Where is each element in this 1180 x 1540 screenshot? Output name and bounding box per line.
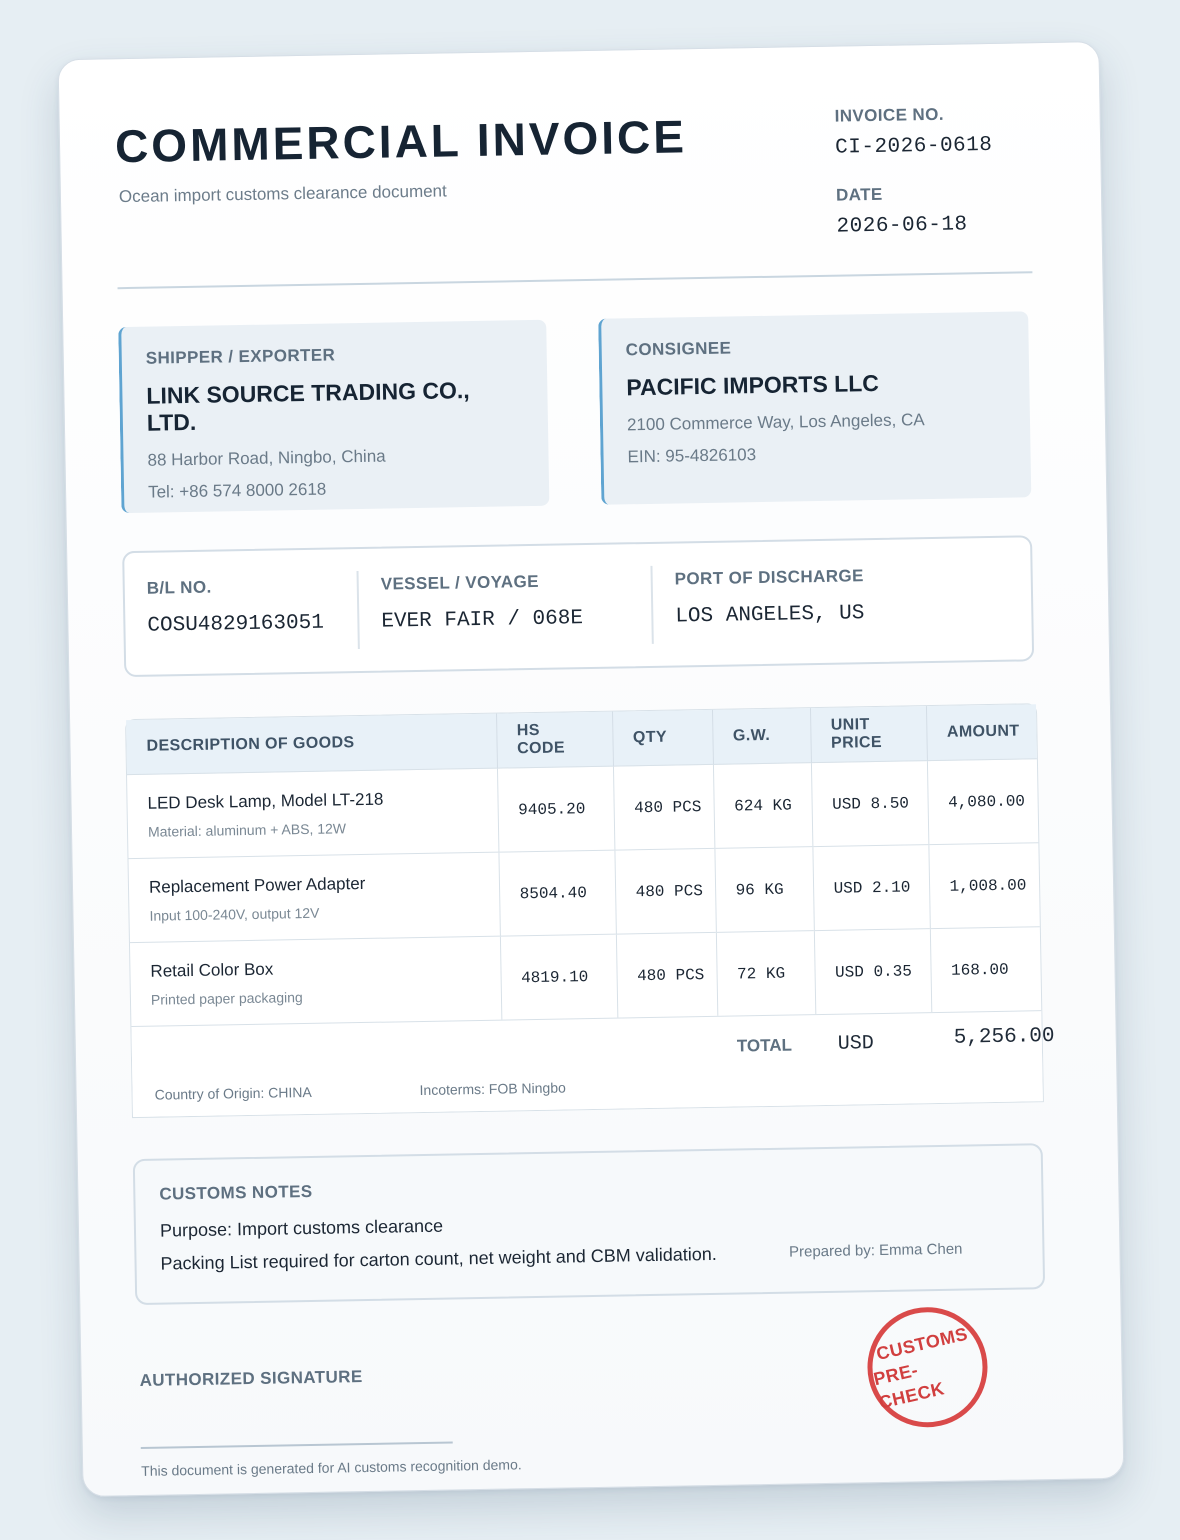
cell-amount: 168.00 <box>930 927 1041 1012</box>
total-label: TOTAL <box>736 1035 793 1056</box>
shipper-address: 88 Harbor Road, Ningbo, China <box>147 446 386 470</box>
cell-gw: 96 KG <box>714 847 813 933</box>
signature-label: AUTHORIZED SIGNATURE <box>139 1367 363 1390</box>
header-gw: G.W. <box>712 708 811 764</box>
document-subtitle: Ocean import customs clearance document <box>118 181 447 207</box>
table-row <box>127 759 1038 859</box>
invoice-sheet <box>58 41 1125 1497</box>
item-name: Replacement Power Adapter <box>148 873 366 897</box>
header-amount: AMOUNT <box>926 704 1037 760</box>
vessel-cell <box>357 566 652 649</box>
shipper-phone: Tel: +86 574 8000 2618 <box>147 479 327 502</box>
cell-amount: 4,080.00 <box>927 759 1038 845</box>
header-description: DESCRIPTION OF GOODS <box>126 714 497 775</box>
shipping-details <box>122 535 1034 677</box>
cell-hs-code: 8504.40 <box>498 850 615 936</box>
cell-qty: 480 PCS <box>616 932 717 1017</box>
shipper-name: LINK SOURCE TRADING CO., LTD. <box>146 377 470 436</box>
cell-hs-code: 9405.20 <box>497 766 614 852</box>
prepared-by: Prepared by: Emma Chen <box>788 1240 963 1261</box>
item-detail: Input 100-240V, output 12V <box>149 904 320 924</box>
bl-label: B/L NO. <box>146 577 212 598</box>
table-row <box>128 843 1039 943</box>
header-hs-code: HS CODE <box>496 712 613 769</box>
customs-notes <box>133 1143 1045 1305</box>
cell-unit-price: USD 0.35 <box>814 929 931 1015</box>
total-value: 5,256.00 <box>953 1024 1055 1050</box>
consignee-address: 2100 Commerce Way, Los Angeles, CA <box>626 410 925 435</box>
item-name: Retail Color Box <box>150 959 274 981</box>
date-label: DATE <box>835 184 883 205</box>
consignee-label: CONSIGNEE <box>625 338 732 360</box>
notes-label: CUSTOMS NOTES <box>159 1181 313 1204</box>
item-name: LED Desk Lamp, Model LT-218 <box>147 789 384 813</box>
header-unit-price: UNIT PRICE <box>810 706 927 763</box>
port-value: LOS ANGELES, US <box>675 602 865 629</box>
bl-value: COSU4829163051 <box>147 611 325 638</box>
consignee-ein: EIN: 95-4826103 <box>627 445 757 467</box>
cell-hs-code: 4819.10 <box>500 934 617 1020</box>
cell-unit-price: USD 8.50 <box>811 761 928 847</box>
cell-description <box>128 852 499 942</box>
port-cell <box>650 559 1031 644</box>
item-detail: Material: aluminum + ABS, 12W <box>147 819 347 840</box>
total-currency: USD <box>837 1032 875 1056</box>
notes-packing: Packing List required for carton count, net weight and CBM validation. <box>160 1243 717 1274</box>
date-value: 2026-06-18 <box>836 213 968 239</box>
customs-stamp <box>856 1295 1000 1439</box>
consignee-card <box>598 311 1031 504</box>
shipper-label: SHIPPER / EXPORTER <box>145 345 336 368</box>
item-detail: Printed paper packaging <box>150 988 303 1008</box>
invoice-meta <box>834 104 994 239</box>
port-label: PORT OF DISCHARGE <box>674 566 864 589</box>
cell-qty: 480 PCS <box>614 848 715 934</box>
table-row <box>130 927 1041 1026</box>
cell-description <box>130 936 501 1026</box>
shipper-card <box>118 320 549 513</box>
cell-description <box>127 768 498 858</box>
signature-line <box>141 1442 453 1449</box>
goods-table <box>125 703 1055 1118</box>
notes-purpose: Purpose: Import customs clearance <box>159 1215 444 1241</box>
incoterms: Incoterms: FOB Ningbo <box>419 1079 566 1099</box>
cell-unit-price: USD 2.10 <box>812 845 929 931</box>
header-qty: QTY <box>612 710 713 766</box>
header-divider <box>118 271 1033 289</box>
vessel-value: EVER FAIR / 068E <box>381 607 584 634</box>
cell-gw: 72 KG <box>716 931 815 1016</box>
vessel-label: VESSEL / VOYAGE <box>380 571 540 594</box>
cell-qty: 480 PCS <box>613 764 714 850</box>
invoice-no-label: INVOICE NO. <box>834 104 945 126</box>
cell-amount: 1,008.00 <box>928 843 1039 929</box>
consignee-name: PACIFIC IMPORTS LLC <box>626 369 880 401</box>
bl-cell <box>124 549 358 675</box>
footnote: This document is generated for AI customs recognition demo. <box>141 1456 522 1479</box>
country-of-origin: Country of Origin: CHINA <box>154 1083 312 1103</box>
invoice-no-value: CI-2026-0618 <box>835 133 993 160</box>
cell-gw: 624 KG <box>713 763 812 849</box>
document-title: COMMERCIAL INVOICE <box>114 110 688 173</box>
totals-row <box>131 1010 1055 1117</box>
stamp-line-1: CUSTOMS <box>874 1323 970 1365</box>
stamp-line-2: PRE-CHECK <box>871 1359 947 1413</box>
